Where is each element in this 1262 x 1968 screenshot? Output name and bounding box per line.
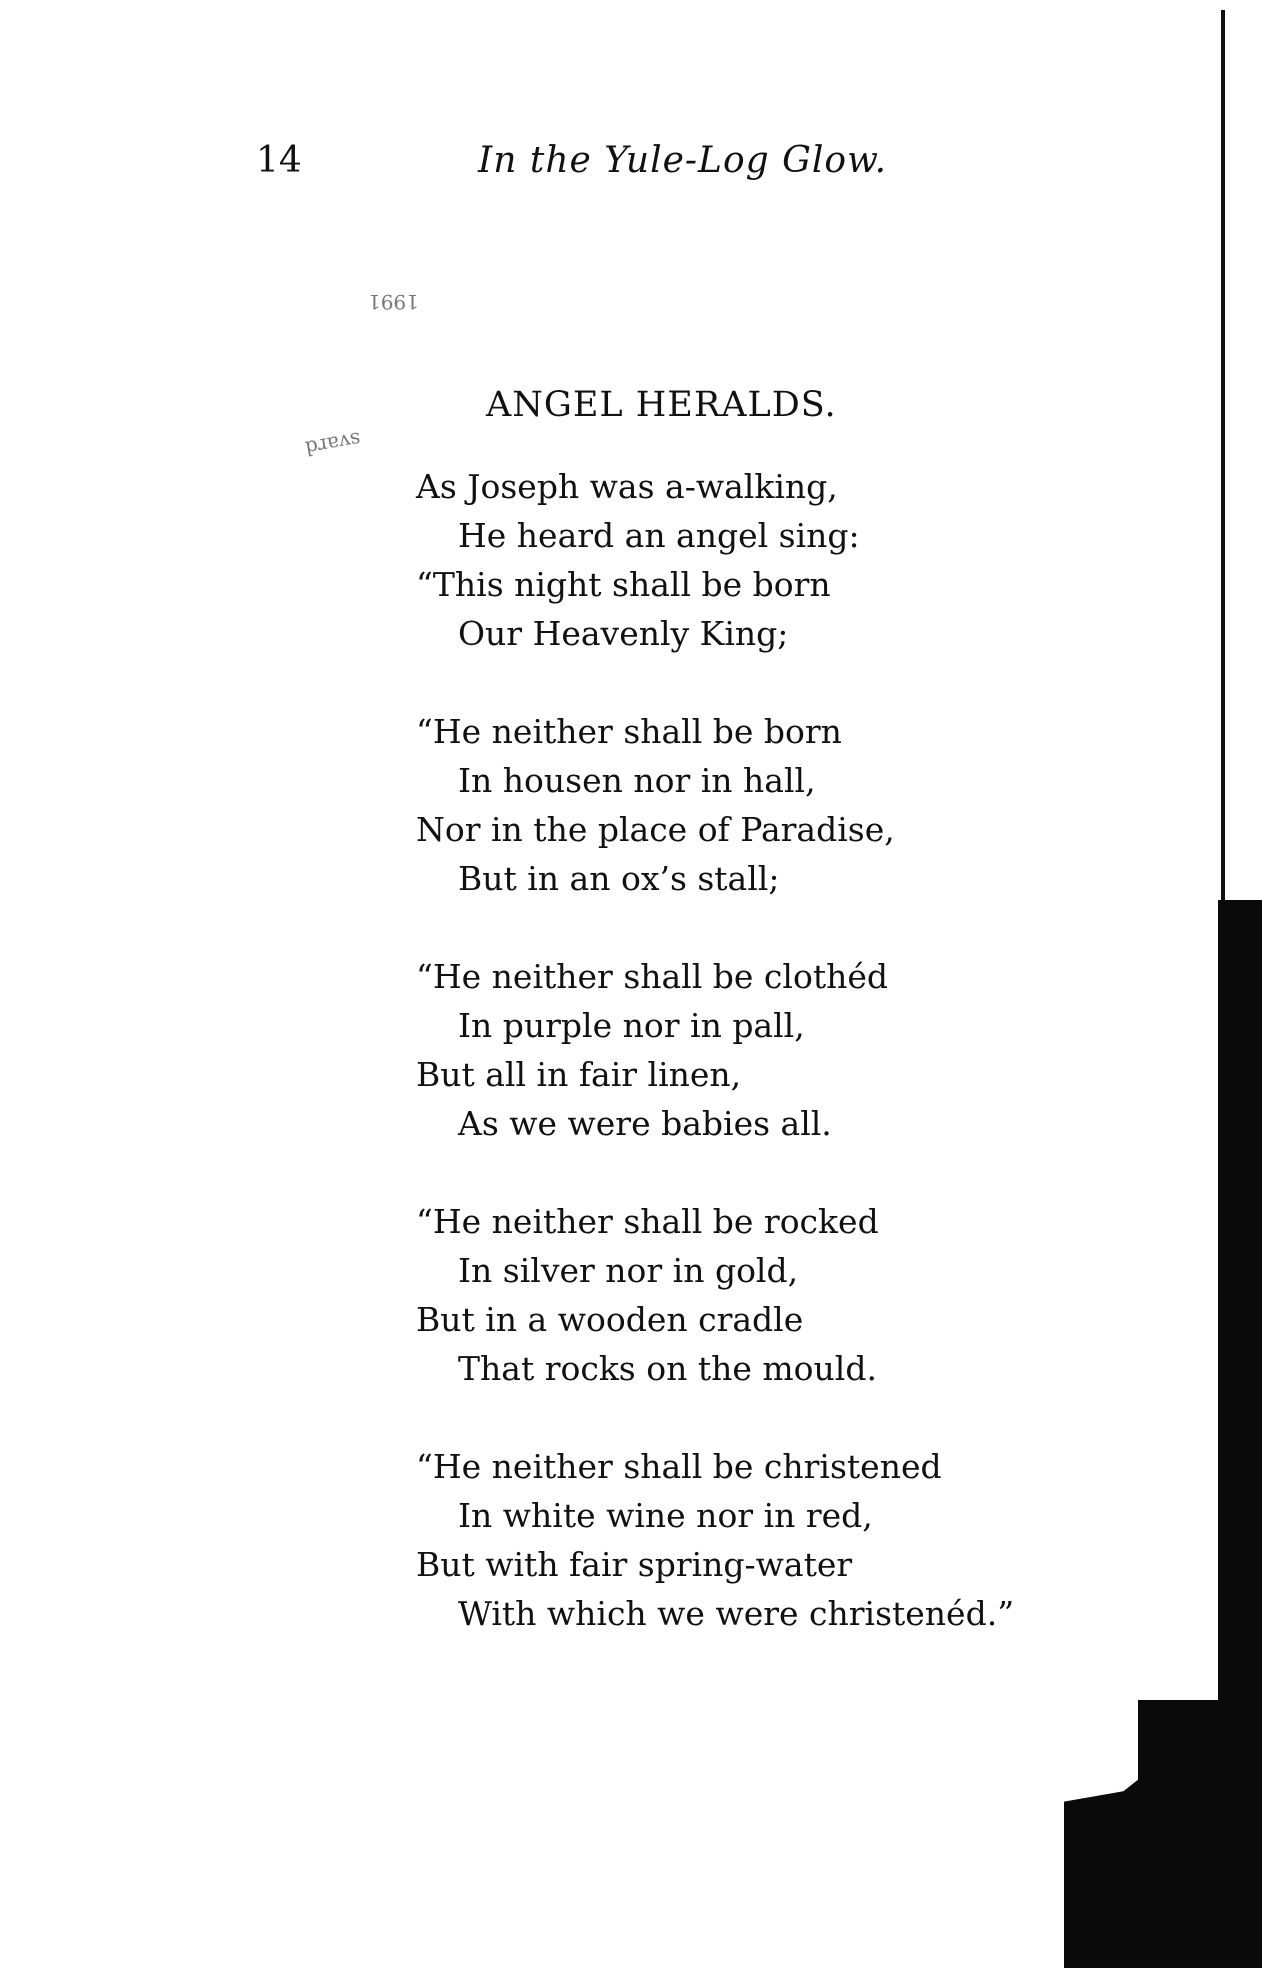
running-head: In the Yule-Log Glow. bbox=[478, 140, 888, 181]
verse-line: “This night shall be born bbox=[416, 565, 831, 604]
verse-line: “He neither shall be rocked bbox=[416, 1202, 879, 1241]
stanza bbox=[416, 1197, 1014, 1393]
stanza bbox=[416, 707, 1014, 903]
verse-line: In housen nor in hall, bbox=[458, 761, 816, 800]
stanza bbox=[416, 462, 1014, 658]
verse-line: He heard an angel sing: bbox=[458, 516, 860, 555]
verse-line: Our Heavenly King; bbox=[458, 614, 789, 653]
verse-line: In silver nor in gold, bbox=[458, 1251, 799, 1290]
verse-line: In white wine nor in red, bbox=[458, 1496, 873, 1535]
poem-title: ANGEL HERALDS. bbox=[486, 385, 837, 425]
verse-line: “He neither shall be born bbox=[416, 712, 842, 751]
verse-line: That rocks on the mould. bbox=[458, 1349, 877, 1388]
poem-body bbox=[416, 462, 1014, 1687]
page-edge-line bbox=[1221, 10, 1225, 910]
stanza bbox=[416, 952, 1014, 1148]
verse-line: “He neither shall be clothéd bbox=[416, 957, 888, 996]
verse-line: “He neither shall be christened bbox=[416, 1447, 942, 1486]
library-stamp-mark: svard bbox=[303, 427, 363, 461]
verse-line: As Joseph was a-walking, bbox=[416, 467, 838, 506]
page-edge-foot bbox=[1064, 1760, 1262, 1968]
verse-line: But with fair spring-water bbox=[416, 1545, 853, 1584]
verse-line: But in a wooden cradle bbox=[416, 1300, 804, 1339]
verse-line: But all in fair linen, bbox=[416, 1055, 742, 1094]
verse-line: In purple nor in pall, bbox=[458, 1006, 805, 1045]
verse-line: But in an ox’s stall; bbox=[458, 859, 780, 898]
stanza bbox=[416, 1442, 1014, 1638]
page-number: 14 bbox=[256, 140, 302, 181]
verse-line: Nor in the place of Paradise, bbox=[416, 810, 895, 849]
library-stamp-mark: 1991 bbox=[368, 290, 419, 314]
verse-line: With which we were christenéd.” bbox=[458, 1594, 1015, 1633]
verse-line: As we were babies all. bbox=[458, 1104, 832, 1143]
